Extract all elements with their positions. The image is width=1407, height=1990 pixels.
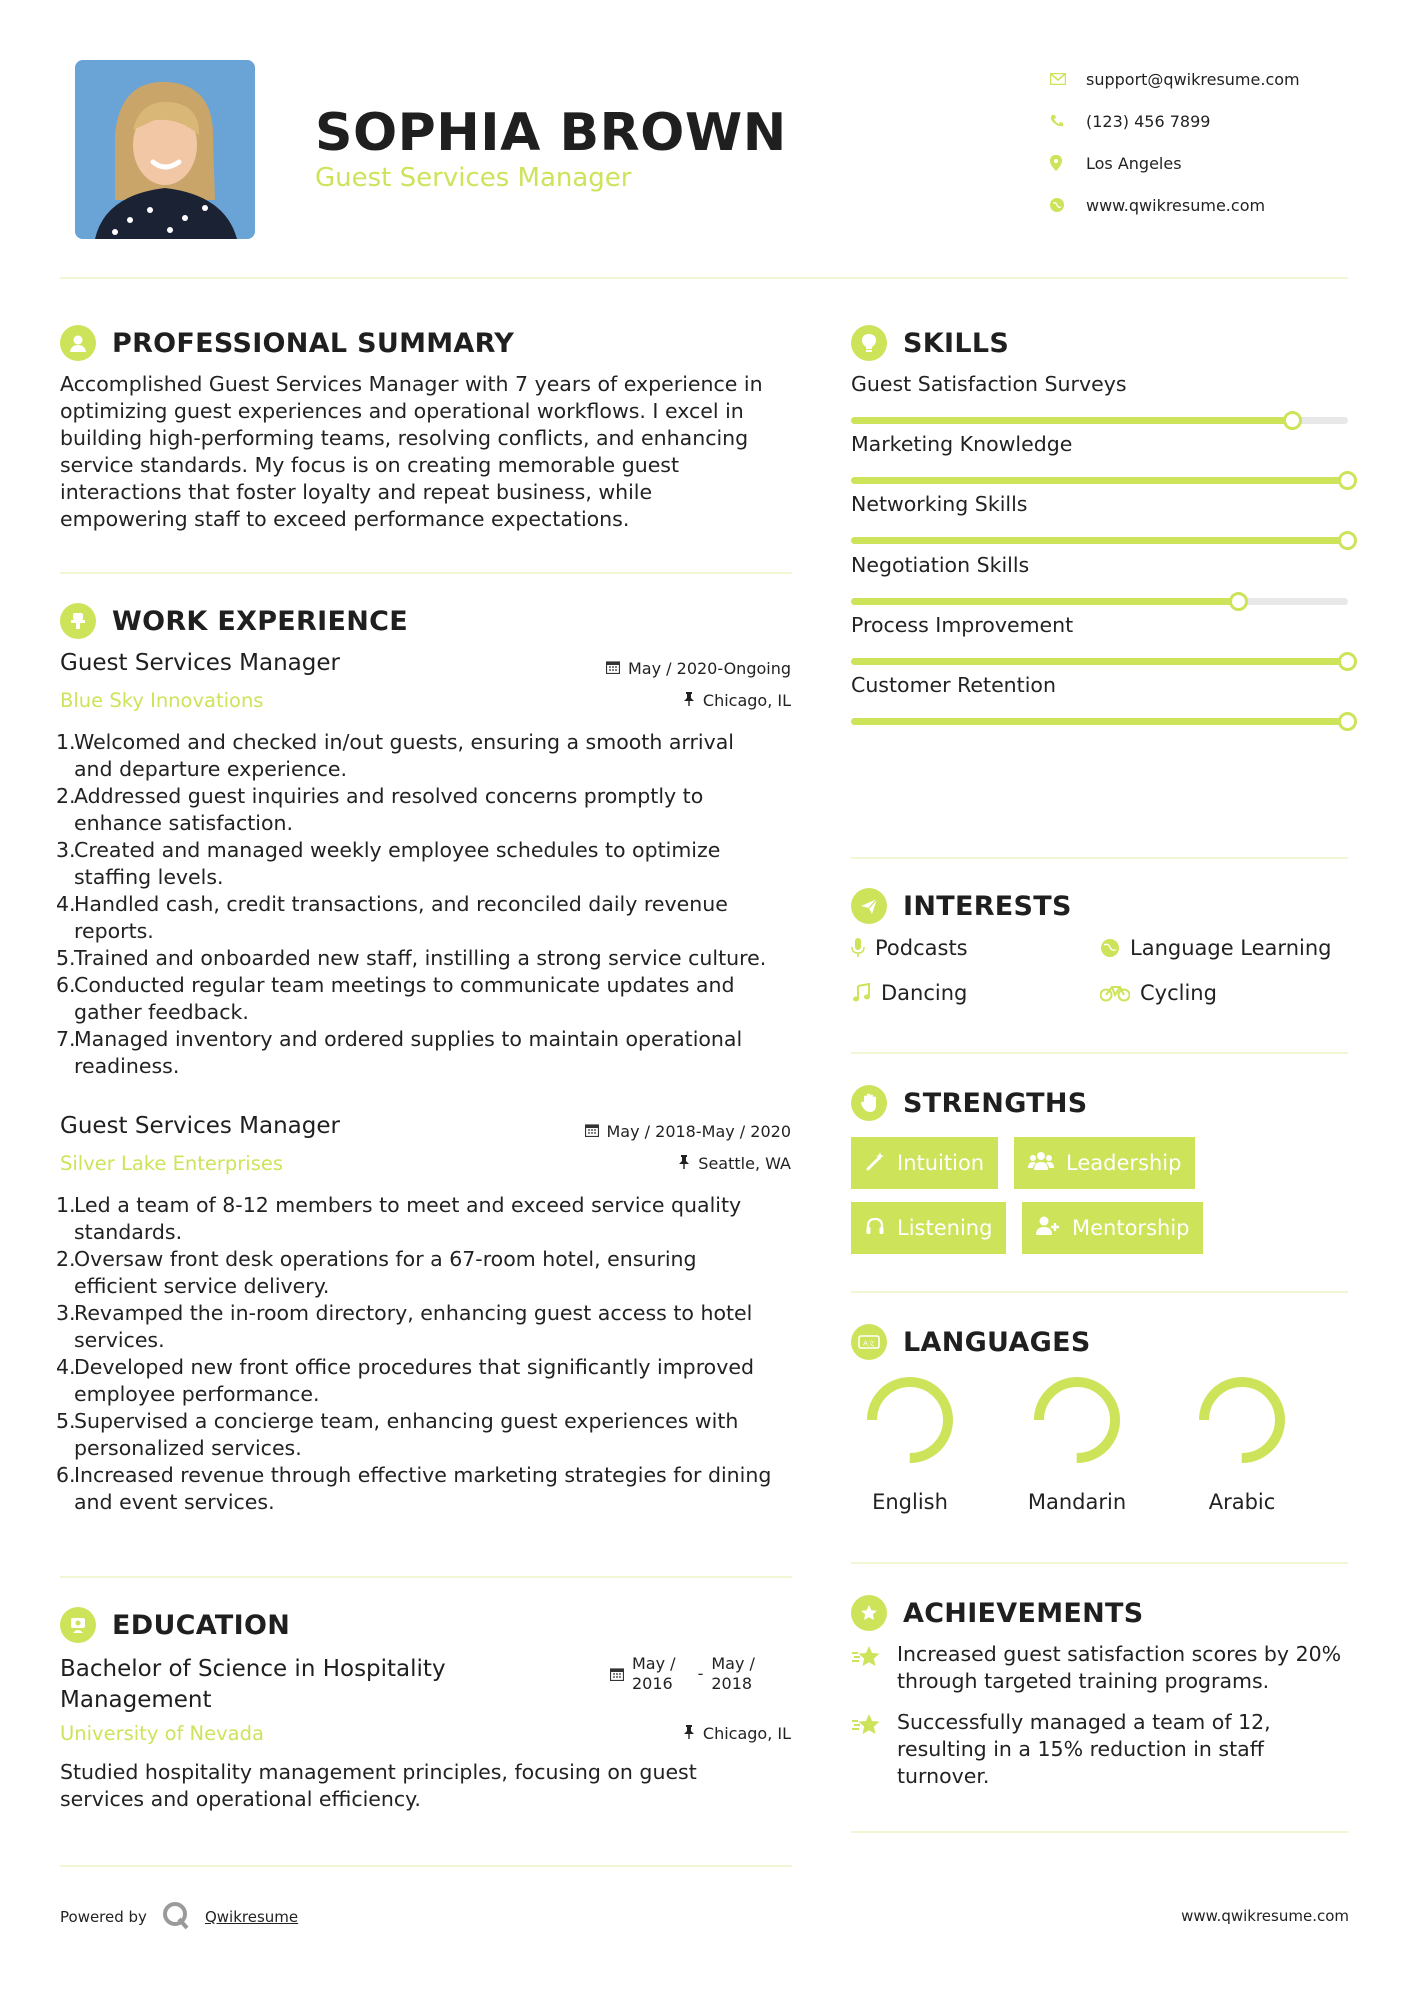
skill-bar-fill <box>851 718 1348 725</box>
language-ring-arc <box>1039 1382 1115 1458</box>
skill-bar <box>851 598 1348 605</box>
duty-number: 7. <box>56 1027 76 1051</box>
skill-bar-knob <box>1338 652 1357 671</box>
interest-label: Podcasts <box>875 936 968 960</box>
skill-bar <box>851 658 1348 665</box>
skill-label: Customer Retention <box>851 673 1056 697</box>
strength-label: Listening <box>897 1216 993 1240</box>
skill-label: Negotiation Skills <box>851 552 1030 577</box>
brand-link[interactable]: Qwikresume <box>204 1908 299 1926</box>
duty-text <box>74 1246 697 1300</box>
job-dates <box>585 1122 792 1141</box>
duty-text <box>74 1354 754 1408</box>
user-plus-icon <box>1036 1216 1060 1241</box>
strength-label: Leadership <box>1066 1151 1182 1175</box>
degree-title <box>60 1654 446 1716</box>
interest-label: Dancing <box>881 981 968 1005</box>
duty-line: Increased revenue through effective marketing strategies for dining <box>74 1463 772 1487</box>
strength-label: Mentorship <box>1072 1216 1190 1240</box>
summary-line: service standards. My focus is on creating memorable guest <box>60 453 680 477</box>
star-icon <box>851 1709 897 1790</box>
achievement-text <box>897 1709 1271 1790</box>
skill-bar <box>851 477 1348 484</box>
school-name: University of Nevada <box>60 1722 264 1745</box>
degree-line: Management <box>60 1687 212 1713</box>
job-dates <box>606 659 791 678</box>
pushpin-icon <box>678 1154 690 1173</box>
duty-line: readiness. <box>74 1054 180 1078</box>
job-duties-list <box>58 1192 798 1516</box>
strength-tag-listening <box>851 1202 1006 1254</box>
duty-number: 3. <box>56 838 76 862</box>
duty-text <box>74 1408 738 1462</box>
duty-line: standards. <box>74 1220 183 1244</box>
contact-block <box>1050 58 1370 226</box>
date-separator: - <box>697 1664 704 1683</box>
location-text: Los Angeles <box>1086 153 1182 173</box>
achievement-item <box>851 1641 1341 1695</box>
duty-text <box>74 945 766 972</box>
duty-line: Conducted regular team meetings to communicate updates and <box>74 973 735 997</box>
duty-line: Managed inventory and ordered supplies to maintain operational <box>74 1027 743 1051</box>
duty-item <box>58 729 798 783</box>
duty-line: and event services. <box>74 1490 275 1514</box>
footer-website[interactable]: www.qwikresume.com <box>1181 1907 1349 1925</box>
language-ring <box>855 1372 965 1472</box>
duty-number: 1. <box>56 1193 76 1217</box>
skill-bar-fill <box>851 417 1293 424</box>
languages-section-header <box>851 1324 1091 1360</box>
job-duties-list <box>58 729 798 1080</box>
strength-tag-leadership <box>1014 1137 1195 1189</box>
duty-line: and departure experience. <box>74 757 347 781</box>
globe-icon <box>1100 938 1120 958</box>
education-description <box>60 1759 697 1813</box>
user-icon <box>60 325 96 361</box>
interest-language-learning <box>1100 936 1331 960</box>
achievement-item <box>851 1709 1271 1790</box>
skill-bar-knob <box>1338 712 1357 731</box>
job-dates-text: May / 2020-Ongoing <box>628 659 791 678</box>
pushpin-icon <box>683 691 695 710</box>
achievement-line: turnover. <box>897 1764 990 1788</box>
skill-bar-fill <box>851 477 1348 484</box>
duty-line: services. <box>74 1328 165 1352</box>
duty-number: 1. <box>56 730 76 754</box>
calendar-icon <box>610 1654 624 1686</box>
education-dates <box>610 1654 755 1694</box>
duty-number: 5. <box>56 1409 76 1433</box>
skill-label: Process Improvement <box>851 612 1074 637</box>
phone-text: (123) 456 7899 <box>1086 111 1211 131</box>
language-label: Mandarin <box>1027 1490 1127 1514</box>
summary-section-header <box>60 325 514 361</box>
star-icon <box>851 1641 897 1695</box>
language-icon <box>851 1324 887 1360</box>
interest-label: Cycling <box>1140 981 1217 1005</box>
duty-text <box>74 1300 752 1354</box>
duty-number: 2. <box>56 1247 76 1271</box>
education-location-text: Chicago, IL <box>702 1724 791 1743</box>
achievement-line: Successfully managed a team of 12, <box>897 1710 1271 1734</box>
interests-title: INTERESTS <box>903 890 1072 922</box>
strength-tag-mentorship <box>1022 1202 1203 1254</box>
phone-icon <box>1050 114 1086 128</box>
start-month: May / <box>632 1654 676 1673</box>
company-name: Silver Lake Enterprises <box>60 1152 284 1175</box>
strength-tag-intuition <box>851 1137 998 1189</box>
duty-line: Revamped the in-room directory, enhancing guest access to hotel <box>74 1301 753 1325</box>
skill-bar-knob <box>1338 471 1357 490</box>
strengths-title: STRENGTHS <box>903 1087 1088 1119</box>
duty-text <box>74 1462 771 1516</box>
envelope-icon <box>1050 73 1086 85</box>
achievements-divider <box>851 1831 1348 1833</box>
duty-text <box>74 891 728 945</box>
achievement-text <box>897 1641 1341 1695</box>
skill-bar-knob <box>1283 411 1302 430</box>
duty-item <box>58 1462 798 1516</box>
magic-wand-icon <box>865 1151 885 1176</box>
duty-number: 6. <box>56 973 76 997</box>
duty-line: Oversaw front desk operations for a 67-room hotel, ensuring <box>74 1247 697 1271</box>
email-text[interactable]: support@qwikresume.com <box>1086 69 1300 89</box>
achievements-section-header <box>851 1595 1144 1631</box>
duty-item <box>58 945 798 972</box>
duty-item <box>58 1026 798 1080</box>
website-text[interactable]: www.qwikresume.com <box>1086 195 1266 215</box>
duty-line: Developed new front office procedures that significantly improved <box>74 1355 754 1379</box>
duty-text <box>74 1026 742 1080</box>
duty-item <box>58 783 798 837</box>
interest-dancing <box>851 981 967 1005</box>
contact-phone <box>1050 100 1370 142</box>
duty-line: Created and managed weekly employee schedules to optimize <box>74 838 721 862</box>
degree-line: Bachelor of Science in Hospitality <box>60 1656 446 1682</box>
graduate-icon <box>60 1607 96 1643</box>
skill-label: Networking Skills <box>851 492 1028 517</box>
skill-label: Marketing Knowledge <box>851 432 1073 457</box>
duty-line: gather feedback. <box>74 1000 249 1024</box>
duty-line: efficient service delivery. <box>74 1274 330 1298</box>
skill-bar <box>851 417 1348 424</box>
svg-text:A文: A文 <box>863 1339 875 1348</box>
education-end <box>711 1654 755 1694</box>
skill-label: Guest Satisfaction Surveys <box>851 372 1127 396</box>
duty-item <box>58 1300 798 1354</box>
job-dates-text: May / 2018-May / 2020 <box>606 1122 791 1141</box>
end-month: May / <box>711 1654 755 1673</box>
duty-number: 4. <box>56 892 76 916</box>
duty-item <box>58 1246 798 1300</box>
language-ring-arc <box>872 1382 948 1458</box>
skill-bar <box>851 537 1348 544</box>
skills-title: SKILLS <box>903 327 1010 359</box>
education-start <box>632 1654 676 1694</box>
interest-podcasts <box>851 936 968 960</box>
summary-line: Accomplished Guest Services Manager with 7 years of experience in <box>60 372 763 396</box>
duty-line: Trained and onboarded new staff, instilling a strong service culture. <box>74 946 767 970</box>
education-description-line: Studied hospitality management principles, focusing on guest <box>60 1760 697 1784</box>
language-label: Arabic <box>1208 1490 1276 1514</box>
job-title: Guest Services Manager <box>60 1113 340 1139</box>
achievement-line: resulting in a 15% reduction in staff <box>897 1737 1264 1761</box>
start-year: 2016 <box>632 1674 673 1693</box>
interests-divider <box>851 1052 1348 1054</box>
summary-line: optimizing guest experiences and operational workflows. I excel in <box>60 399 744 423</box>
interests-section-header <box>851 888 1072 924</box>
summary-line: building high-performing teams, resolving conflicts, and enhancing <box>60 426 749 450</box>
candidate-name: SOPHIA BROWN <box>315 103 787 163</box>
duty-number: 6. <box>56 1463 76 1487</box>
contact-location <box>1050 142 1370 184</box>
duty-line: reports. <box>74 919 154 943</box>
language-ring-arc <box>1204 1382 1280 1458</box>
lightbulb-icon <box>851 325 887 361</box>
achievement-line: through targeted training programs. <box>897 1669 1270 1693</box>
achievement-line: Increased guest satisfaction scores by 20% <box>897 1642 1342 1666</box>
summary-line: empowering staff to exceed performance expectations. <box>60 507 630 531</box>
duty-item <box>58 1408 798 1462</box>
summary-title: PROFESSIONAL SUMMARY <box>112 327 515 359</box>
language-ring <box>1187 1372 1297 1472</box>
pushpin-icon <box>683 1724 695 1743</box>
group-icon <box>1028 1151 1054 1176</box>
duty-line: personalized services. <box>74 1436 302 1460</box>
languages-title: LANGUAGES <box>903 1326 1091 1358</box>
education-section-header <box>60 1607 290 1643</box>
headphones-icon <box>865 1216 885 1241</box>
work-divider <box>60 1576 792 1578</box>
skills-section-header <box>851 325 1009 361</box>
duty-text <box>74 972 734 1026</box>
duty-line: enhance satisfaction. <box>74 811 294 835</box>
job-location <box>683 691 791 710</box>
education-description-line: services and operational efficiency. <box>60 1787 421 1811</box>
languages-divider <box>851 1562 1348 1564</box>
interest-label: Language Learning <box>1130 936 1332 960</box>
star-badge-icon <box>851 1595 887 1631</box>
work-title: WORK EXPERIENCE <box>112 605 408 637</box>
job-location-text: Seattle, WA <box>698 1154 791 1173</box>
duty-text <box>74 1192 741 1246</box>
duty-item <box>58 972 798 1026</box>
summary-divider <box>60 572 792 574</box>
duty-item <box>58 837 798 891</box>
duty-item <box>58 1192 798 1246</box>
duty-number: 2. <box>56 784 76 808</box>
duty-line: Handled cash, credit transactions, and reconciled daily revenue <box>74 892 728 916</box>
end-year: 2018 <box>711 1674 753 1693</box>
calendar-icon <box>606 659 620 678</box>
paper-plane-icon <box>851 888 887 924</box>
duty-item <box>58 1354 798 1408</box>
skill-bar-fill <box>851 598 1239 605</box>
header-divider <box>60 277 1348 279</box>
company-name: Blue Sky Innovations <box>60 689 264 712</box>
skill-bar-fill <box>851 537 1348 544</box>
language-ring <box>1022 1372 1132 1472</box>
contact-email <box>1050 58 1370 100</box>
duty-line: staffing levels. <box>74 865 224 889</box>
skill-bar-knob <box>1338 531 1357 550</box>
microphone-icon <box>851 938 865 958</box>
strength-label: Intuition <box>897 1151 985 1175</box>
work-section-header <box>60 603 408 639</box>
interest-cycling <box>1100 981 1217 1005</box>
duty-line: employee performance. <box>74 1382 320 1406</box>
hand-icon <box>851 1085 887 1121</box>
duty-text <box>74 729 734 783</box>
duty-number: 5. <box>56 946 76 970</box>
education-title: EDUCATION <box>112 1609 291 1641</box>
duty-text <box>74 837 720 891</box>
education-location <box>683 1724 791 1743</box>
job-location-text: Chicago, IL <box>702 691 791 710</box>
strengths-section-header <box>851 1085 1088 1121</box>
job-title: Guest Services Manager <box>60 650 340 676</box>
duty-number: 3. <box>56 1301 76 1325</box>
contact-website <box>1050 184 1370 226</box>
duty-item <box>58 891 798 945</box>
duty-line: Welcomed and checked in/out guests, ensuring a smooth arrival <box>74 730 734 754</box>
duty-line: Addressed guest inquiries and resolved concerns promptly to <box>74 784 704 808</box>
achievements-title: ACHIEVEMENTS <box>903 1597 1144 1629</box>
skill-bar <box>851 718 1348 725</box>
calendar-icon <box>585 1122 599 1141</box>
job-location <box>678 1154 791 1173</box>
education-divider <box>60 1865 792 1867</box>
duty-line: Led a team of 8-12 members to meet and exceed service quality <box>74 1193 742 1217</box>
qwikresume-logo-icon <box>161 1900 191 1934</box>
strengths-divider <box>851 1291 1348 1293</box>
music-note-icon <box>851 983 871 1003</box>
map-pin-icon <box>1050 155 1086 171</box>
duty-number: 4. <box>56 1355 76 1379</box>
briefcase-icon <box>60 603 96 639</box>
footer-powered-by <box>60 1900 298 1934</box>
summary-text <box>60 371 763 533</box>
language-label: English <box>872 1490 948 1514</box>
duty-line: Supervised a concierge team, enhancing guest experiences with <box>74 1409 739 1433</box>
skill-bar-knob <box>1229 592 1248 611</box>
skills-divider <box>851 857 1348 859</box>
summary-line: interactions that foster loyalty and repeat business, while <box>60 480 653 504</box>
globe-icon <box>1050 198 1086 212</box>
skill-bar-fill <box>851 658 1348 665</box>
duty-text <box>74 783 703 837</box>
bicycle-icon <box>1100 984 1130 1002</box>
candidate-role: Guest Services Manager <box>315 163 632 193</box>
powered-by-text: Powered by <box>60 1908 147 1926</box>
profile-photo <box>75 60 255 239</box>
